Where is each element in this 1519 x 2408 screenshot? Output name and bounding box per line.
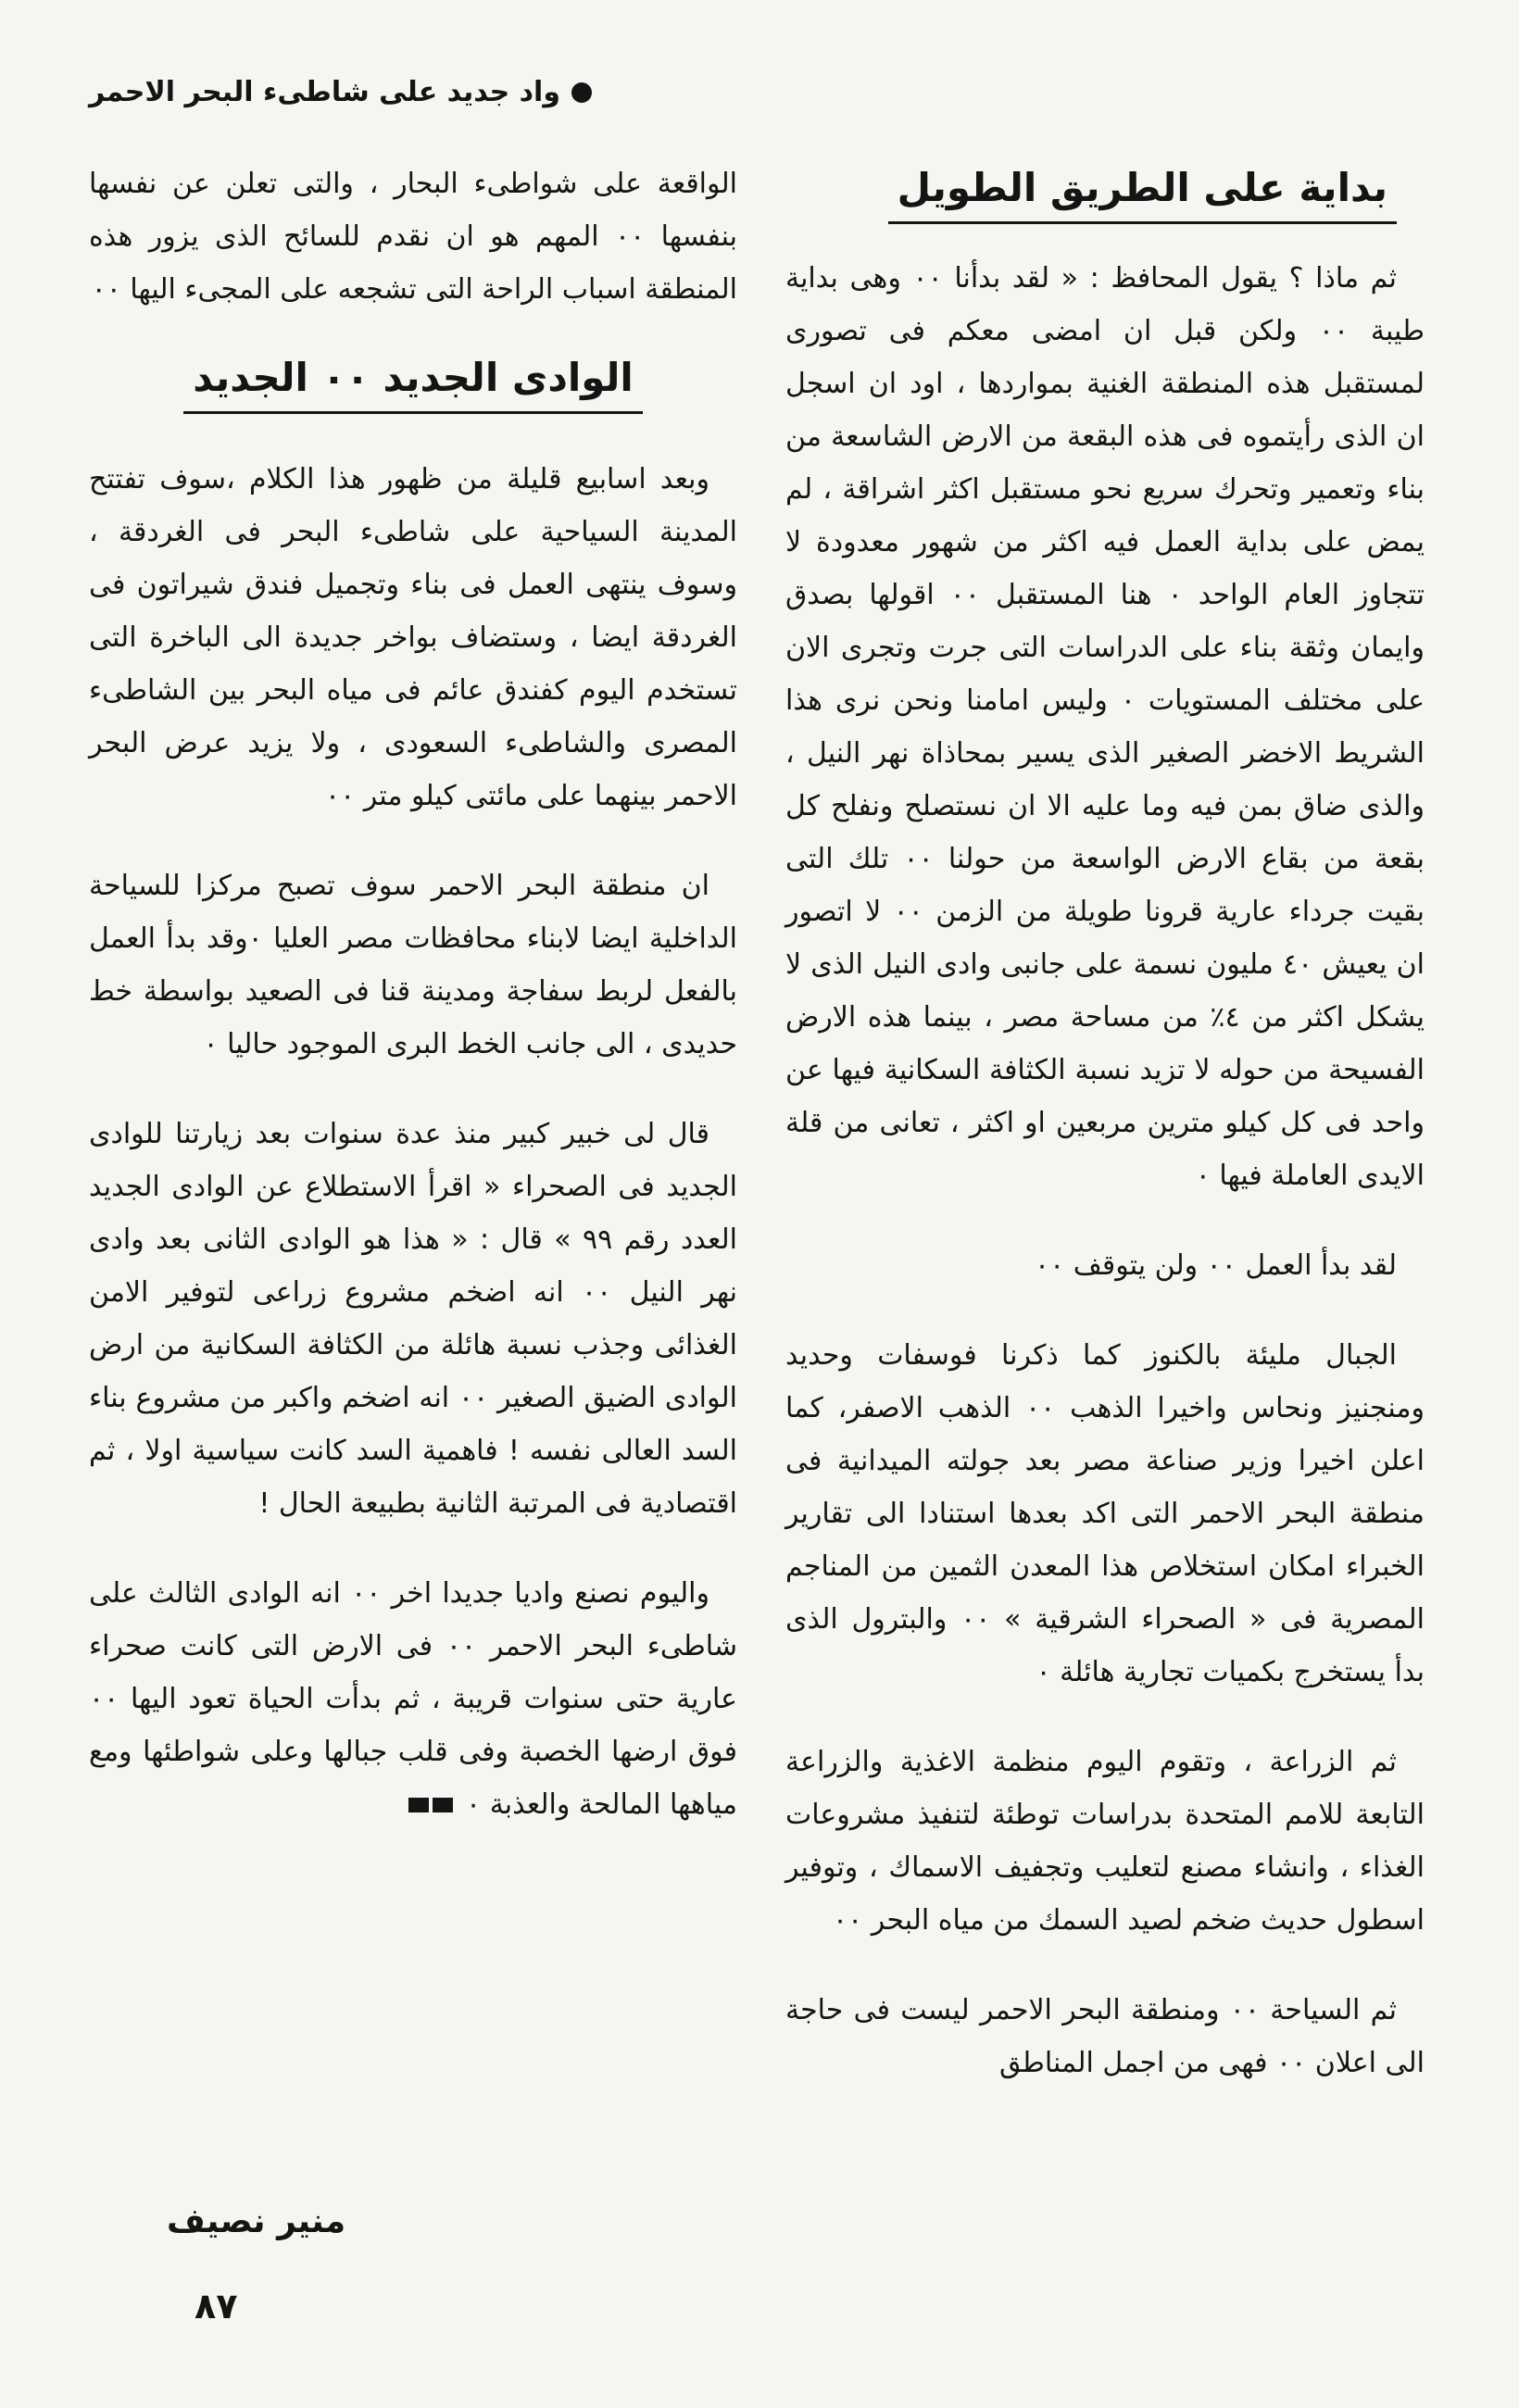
final-paragraph: واليوم نصنع واديا جديدا اخر ٠٠ انه الوادى الثالث على شاطىء البحر الاحمر ٠٠ فى الارض التى كانت صحراء عارية حتى سنوات قريبة ، ثم بدأت الحياة تعود اليها ٠٠ فوق ارضها الخصبة وفى قلب جبالها وعلى شواطئها ومع مياهها المالحة والعذبة ٠ <box>89 1576 737 1821</box>
paragraph: ان منطقة البحر الاحمر سوف تصبح مركزا للسياحة الداخلية ايضا لابناء محافظات مصر العليا ٠وقد بدأ العمل بالفعل لربط سفاجة ومدينة قنا فى الصعيد بواسطة خط حديدى ، الى جانب الخط البرى الموجود حاليا ٠ <box>89 869 738 1060</box>
section-heading-long-road: بداية على الطريق الطويل <box>785 163 1425 224</box>
paragraph: ثم الزراعة ، وتقوم اليوم منظمة الاغذية والزراعة التابعة للامم المتحدة بدراسات توطئة لتنفيذ مشروعات الغذاء ، وانشاء مصنع لتعليب وتجفيف الاسماك ، وتوفير اسطول حديث ضخم لصيد السمك من مياه البحر ٠٠ <box>785 1745 1425 1937</box>
end-mark-icon <box>408 1798 453 1812</box>
paragraph: قال لى خبير كبير منذ عدة سنوات بعد زيارتنا للوادى الجديد فى الصحراء « اقرأ الاستطلاع عن الوادى الجديد العدد رقم ٩٩ » قال : « هذا هو الوادى الثانى بعد وادى نهر النيل ٠٠ انه اضخم مشروع زراعى لتوفير الامن الغذائى وجذب نسبة هائلة من الكثافة السكانية من ارض الوادى الضيق الصغير ٠٠ انه اضخم واكبر من مشروع بناء السد العالى نفسه ! فاهمية السد كانت سياسية اولا ، ثم اقتصادية فى المرتبة الثانية بطبيعة الحال ! <box>89 1117 737 1520</box>
section-heading-new-valley: الوادى الجديد ٠٠ الجديد <box>89 353 737 414</box>
paragraph: ثم ماذا ؟ يقول المحافظ : « لقد بدأنا ٠٠ وهى بداية طيبة ٠٠ ولكن قبل ان امضى معكم فى تصورى لمستقبل هذه المنطقة الغنية بمواردها ، اود ان اسجل ان الذى رأيتموه فى هذه البقعة من الارض الشاسعة من بناء وتعمير وتحرك سريع نحو مستقبل اكثر اشراقة ، لم يمض على بداية العمل فيه اكثر من شهور معدودة لا تتجاوز العام الواحد ٠ هنا المستقبل ٠٠ اقولها بصدق وايمان وثقة بناء على الدراسات التى جرت وتجرى الان على مختلف المستويات ٠ وليس امامنا ونحن نرى هذا الشريط الاخضر الصغير الذى يسير بمحاذاة نهر النيل ، والذى ضاق بمن فيه وما عليه الا ان نستصلح ونفلح كل بقعة من بقاع الارض الواسعة من حولنا ٠٠ تلك التى بقيت جرداء عارية قرونا طويلة من الزمن ٠٠ لا اتصور ان يعيش ٤٠ مليون نسمة على جانبى وادى النيل الذى لا يشكل اكثر من ٤٪ من مساحة مصر ، بينما هذه الارض الفسيحة من حوله لا تزيد نسبة الكثافة السكانية فيها عن واحد فى كل كيلو مترين مربعين او اكثر ، تعانى من قلة الايدى العاملة فيها ٠ <box>785 261 1425 1192</box>
left-column <box>89 157 737 2297</box>
paragraph: ثم السياحة ٠٠ ومنطقة البحر الاحمر ليست فى حاجة الى اعلان ٠٠ فهى من اجمل المناطق <box>785 1993 1425 2079</box>
page-number: ٨٧ <box>195 2286 238 2326</box>
paragraph: الجبال مليئة بالكنوز كما ذكرنا فوسفات وحديد ومنجنيز ونحاس واخيرا الذهب ٠٠ الذهب الاصفر، كما اعلن اخيرا وزير صناعة مصر بعد جولته الميدانية فى منطقة البحر الاحمر التى اكد بعدها استنادا الى تقارير الخبراء امكان استخلاص هذا المعدن الثمين من المناجم المصرية فى « الصحراء الشرقية » ٠٠ والبترول الذى بدأ يستخرج بكميات تجارية هائلة ٠ <box>785 1338 1425 1688</box>
bullet-icon <box>571 82 592 103</box>
running-title: واد جديد على شاطىء البحر الاحمر <box>89 76 560 108</box>
right-column <box>785 157 1425 2297</box>
author-byline: منير نصيف <box>167 2202 346 2240</box>
paragraph: وبعد اسابيع قليلة من ظهور هذا الكلام ،سوف تفتتح المدينة السياحية على شاطىء البحر فى الغردقة ، وسوف ينتهى العمل فى بناء وتجميل فندق شيراتون فى الغردقة ايضا ، وستضاف بواخر جديدة الى الباخرة التى تستخدم اليوم كفندق عائم فى مياه البحر بين الشاطىء المصرى والشاطىء السعودى ، ولا يزيد عرض البحر الاحمر بينهما على مائتى كيلو متر ٠٠ <box>89 462 737 812</box>
paragraph: لقد بدأ العمل ٠٠ ولن يتوقف ٠٠ <box>1035 1248 1397 1282</box>
continued-paragraph: الواقعة على شواطىء البحار ، والتى تعلن عن نفسها بنفسها ٠٠ المهم هو ان نقدم للسائح الذى يزور هذه المنطقة اسباب الراحة التى تشجعه على المجىء اليها ٠٠ <box>89 168 737 306</box>
running-header <box>89 76 592 108</box>
